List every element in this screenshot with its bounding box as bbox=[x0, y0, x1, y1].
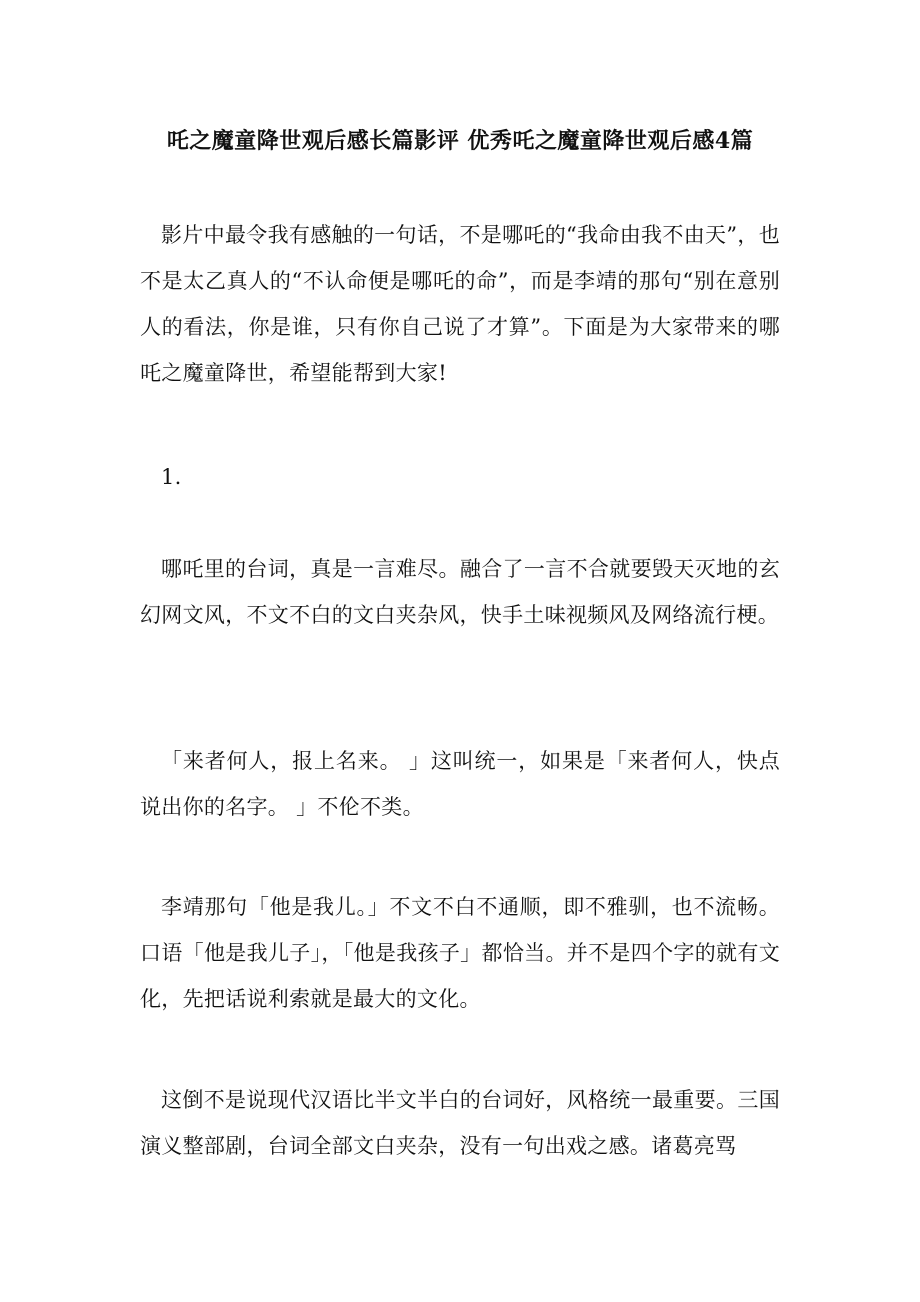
body-paragraph: 「来者何人，报上名来。 」这叫统一，如果是「来者何人，快点说出你的名字。 」不伦不类。 bbox=[140, 749, 780, 819]
document-title: 吒之魔童降世观后感长篇影评 优秀吒之魔童降世观后感4篇 bbox=[166, 128, 754, 154]
body-paragraph: 李靖那句「他是我儿。」不文不白不通顺，即不雅驯，也不流畅。口语「他是我儿子」，「他是我孩子」都恰当。并不是四个字的就有文化，先把话说利索就是最大的文化。 bbox=[140, 895, 780, 1011]
body-paragraph: 哪吒里的台词，真是一言难尽。融合了一言不合就要毁天灭地的玄幻网文风，不文不白的文白夹杂风，快手土味视频风及网络流行梗。 bbox=[140, 557, 780, 627]
section-number: 1. bbox=[161, 465, 182, 489]
intro-paragraph: 影片中最令我有感触的一句话，不是哪吒的“我命由我不由天”，也不是太乙真人的“不认命便是哪吒的命”，而是李靖的那句“别在意别人的看法，你是谁，只有你自己说了才算”。下面是为大家带来的哪吒之魔童降世，希望能帮到大家! bbox=[140, 223, 780, 385]
body-paragraph: 这倒不是说现代汉语比半文半白的台词好，风格统一最重要。三国演义整部剧，台词全部文白夹杂，没有一句出戏之感。诸葛亮骂 bbox=[140, 1088, 780, 1158]
